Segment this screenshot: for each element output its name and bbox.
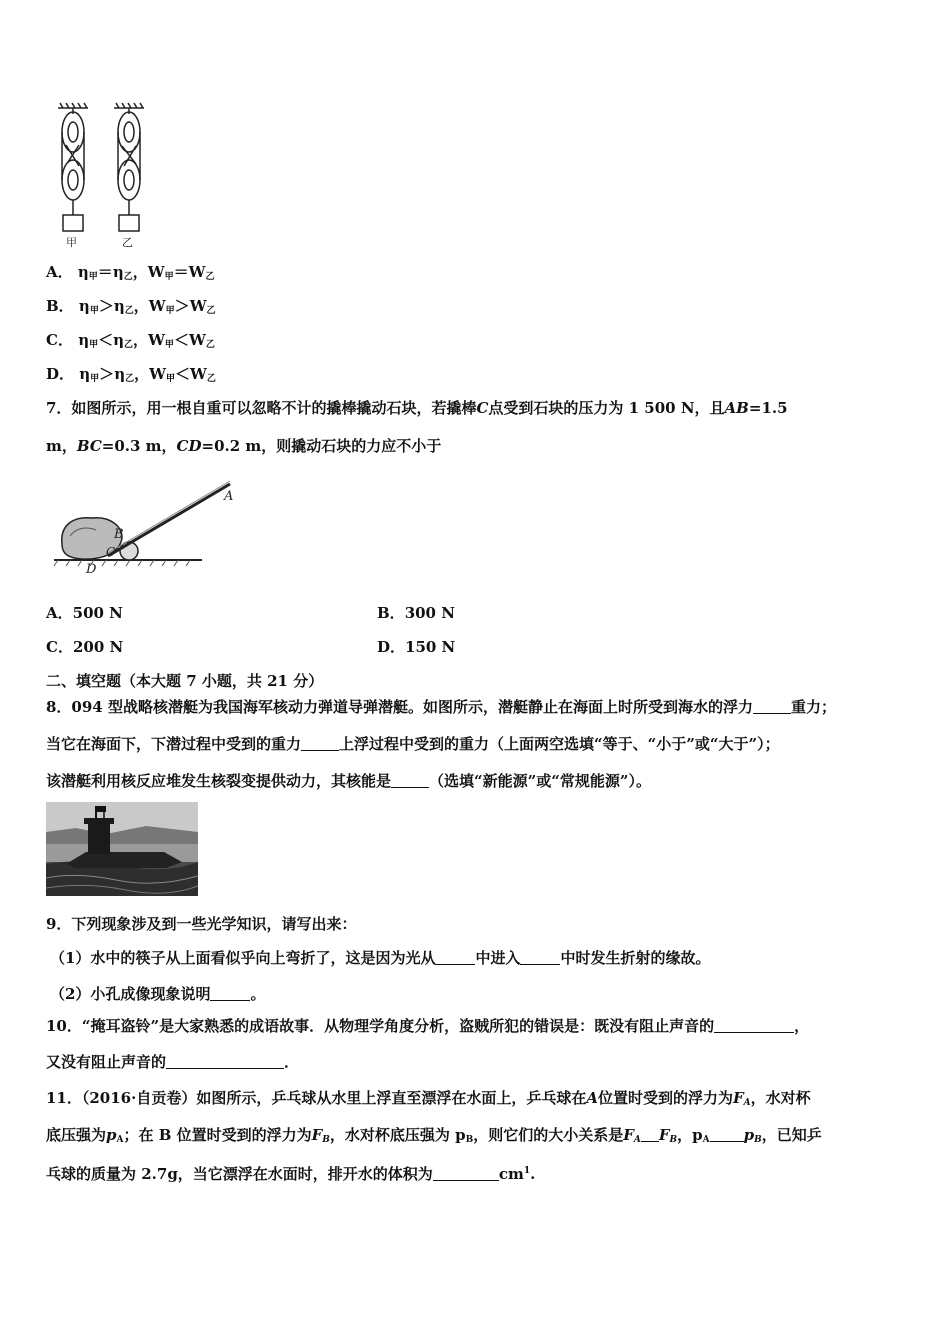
crowbar-label-a: A	[224, 489, 234, 504]
q8-line2: 当它在海面下，下潜过程中受到的重力 上浮过程中受到的重力（上面两空选填“等于、“小于”或“大于”）；	[46, 735, 780, 753]
q7-stem-line1: 7．如图所示，用一根自重可以忽略不计的撬棒撬动石块，若撬棒C点受到石块的压力为 1 500 N，且AB=1.5	[46, 399, 788, 417]
q6-option-d: D． $\eta_甲>\eta_乙$，$W_甲<W_乙$	[46, 365, 216, 384]
q7-option-a: A．500 N	[46, 604, 123, 622]
pulley-label-jia: 甲	[66, 236, 77, 248]
pulley-figure	[52, 100, 162, 248]
q9-title: 9．下列现象涉及到一些光学知识，请写出来：	[46, 915, 357, 933]
q8-line1: 8．094 型战略核潜艇为我国海军核动力弹道导弹潜艇。如图所示，潜艇静止在海面上时所受到海水的浮力 重力；	[46, 698, 836, 716]
q6-option-a: A． $\eta_甲=\eta_乙$，$W_甲=W_乙$	[46, 263, 215, 282]
q9-part1: （1）水中的筷子从上面看似乎向上弯折了，这是因为光从 中进入 中时发生折射的缘故。	[50, 949, 711, 967]
submarine-photo	[46, 802, 198, 896]
section2-title: 二、填空题（本大题 7 小题，共 21 分）	[46, 672, 324, 690]
q6-option-c: C． $\eta_甲<\eta_乙$，$W_甲<W_乙$	[46, 331, 215, 350]
pulley-label-yi: 乙	[122, 236, 133, 248]
q11-line1: 11．（2016·自贡卷）如图所示，乒乓球从水里上浮直至漂浮在水面上，乒乓球在A位置时受到的浮力为$F_A$，水对杯	[46, 1089, 811, 1108]
q11-line3: 乓球的质量为 2.7g，当它漂浮在水面时，排开水的体积为 $cm^1$.	[46, 1165, 536, 1183]
crowbar-figure	[52, 476, 242, 578]
q7-stem-line2: m，BC=0.3 m，CD=0.2 m，则撬动石块的力应不小于	[46, 437, 442, 455]
q7-option-b: B．300 N	[377, 604, 455, 622]
q7-option-c: C．200 N	[46, 638, 124, 656]
q6-option-b: B． $\eta_甲>\eta_乙$，$W_甲>W_乙$	[46, 297, 216, 316]
q7-option-d: D．150 N	[377, 638, 456, 656]
crowbar-label-c: C	[106, 545, 116, 559]
q8-line3: 该潜艇利用核反应堆发生核裂变提供动力，其核能是 （选填“新能源”或“常规能源”）。	[46, 772, 652, 790]
q10-line2: 又没有阻止声音的 ．	[46, 1053, 300, 1071]
crowbar-label-d: D	[86, 562, 97, 577]
crowbar-label-b: B	[114, 527, 124, 542]
q10-line1: 10．“掩耳盗铃”是大家熟悉的成语故事．从物理学角度分析，盗贼所犯的错误是：既没有阻止声音的 ，	[46, 1017, 810, 1035]
q9-part2: （2）小孔成像现象说明 。	[50, 985, 266, 1003]
q11-line2: 底压强为$p_A$；在 B 位置时受到的浮力为$F_B$，水对杯底压强为 $p_B$，则它们的大小关系是$F_A$ $F_B$，$p_A$ $p_B$，已知乒	[46, 1126, 822, 1145]
